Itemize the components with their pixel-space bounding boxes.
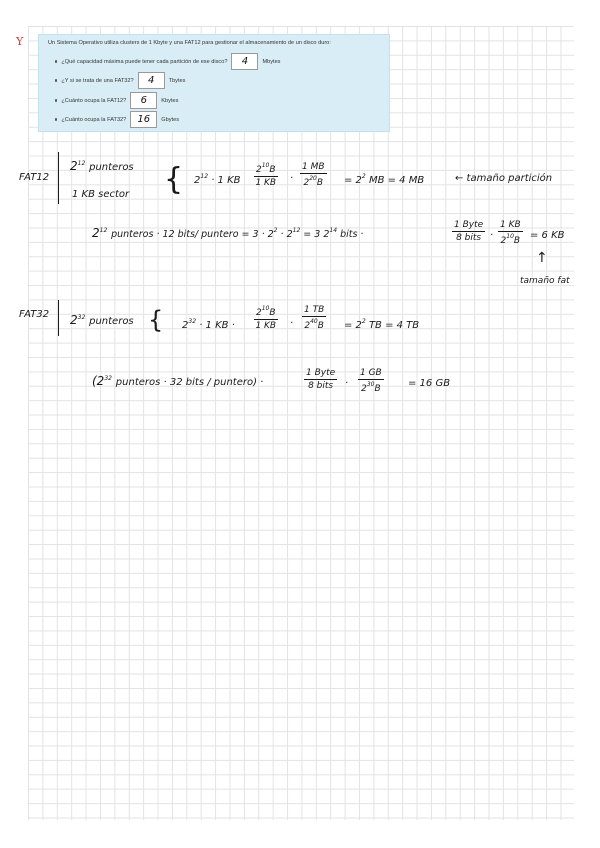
quiz-item-unit: Kbytes bbox=[161, 97, 179, 104]
quiz-item-unit: Gbytes bbox=[161, 116, 180, 123]
quiz-item-prompt: ¿Y si se trata de una FAT32? bbox=[61, 77, 134, 84]
quiz-item bbox=[55, 72, 185, 89]
bullet-icon bbox=[55, 60, 57, 62]
answer-input[interactable]: 4 bbox=[231, 53, 258, 70]
quiz-box bbox=[38, 34, 390, 132]
fat32-dot: · bbox=[290, 318, 294, 329]
fat32-dot-2: · bbox=[345, 378, 349, 389]
fat12-partition-note: ← tamaño partición bbox=[455, 173, 553, 184]
fat12-term: $2^{12} \cdot 1$ KB bbox=[194, 173, 241, 186]
page-margin-left bbox=[0, 0, 28, 848]
fat32-size-result: = 16 GB bbox=[408, 378, 451, 389]
fat12-brace: { bbox=[164, 162, 184, 197]
answer-input[interactable]: 6 bbox=[130, 92, 157, 109]
fat32-label: FAT32 bbox=[19, 309, 50, 320]
fat12-size-line: $2^{12}$ punteros · 12 bits/ puntero = $3 \cdot 2^2 \cdot 2^{12} = 3$ $2^{14}$ bits · bbox=[92, 226, 364, 240]
quiz-item bbox=[55, 111, 179, 128]
fat12-fraction-1: $\frac{2^{10}B}{1 KB}$ bbox=[255, 162, 277, 188]
fat32-pointers: $2^{32}$ punteros bbox=[70, 313, 134, 327]
answer-input[interactable]: 4 bbox=[138, 72, 165, 89]
fat32-fraction-4: $\frac{1 GB}{2^{30}B}$ bbox=[360, 368, 382, 394]
bullet-icon bbox=[55, 118, 57, 120]
fat12-fraction-2: $\frac{1 MB}{2^{20}B}$ bbox=[302, 162, 325, 188]
fat12-pointers: $2^{12}$ punteros bbox=[70, 159, 134, 173]
fat32-size-line: ($2^{32}$ punteros · 32 bits / puntero) · bbox=[92, 374, 264, 388]
quiz-question: Un Sistema Operativo utiliza clusters de 1 Kbyte y una FAT12 para gestionar el almacenamiento de un disco duro: bbox=[48, 40, 331, 46]
fat12-dot-2: · bbox=[490, 230, 494, 241]
fat32-fraction-3: 1 Byte 8 bits bbox=[306, 368, 336, 391]
quiz-item bbox=[55, 92, 178, 109]
fat32-fraction-2: $\frac{1 TB}{2^{40}B}$ bbox=[304, 305, 325, 331]
fat32-fraction-1: $\frac{2^{10}B}{1 KB}$ bbox=[255, 305, 277, 331]
margin-mark: Y bbox=[16, 35, 24, 48]
fat32-divider bbox=[58, 300, 59, 336]
bullet-icon bbox=[55, 99, 57, 101]
fat32-brace: { bbox=[148, 306, 164, 334]
fat32-result: = $2^2$ TB = 4 TB bbox=[344, 318, 420, 331]
page-margin-bottom bbox=[0, 820, 600, 848]
fat12-fraction-3: 1 Byte 8 bits bbox=[454, 220, 484, 243]
page-margin-top bbox=[0, 0, 600, 26]
fat12-result: = $2^2$ MB = 4 MB bbox=[344, 173, 425, 186]
quiz-item-unit: Tbytes bbox=[168, 77, 186, 84]
answer-input[interactable]: 16 bbox=[130, 111, 157, 128]
fat12-size-result: = 6 KB bbox=[530, 230, 565, 241]
quiz-item-prompt: ¿Cuánto ocupa la FAT32? bbox=[61, 116, 127, 123]
fat12-label: FAT12 bbox=[19, 172, 50, 183]
fat12-fraction-4: $\frac{1 KB}{2^{10}B}$ bbox=[500, 220, 521, 246]
quiz-item-prompt: ¿Qué capacidad máxima puede tener cada partición de ese disco? bbox=[61, 58, 228, 65]
quiz-item bbox=[55, 53, 280, 70]
quiz-item-prompt: ¿Cuánto ocupa la FAT12? bbox=[61, 97, 127, 104]
bullet-icon bbox=[55, 79, 57, 81]
up-arrow-icon: ↑ bbox=[536, 250, 548, 266]
fat12-dot: · bbox=[290, 173, 294, 184]
quiz-item-unit: Mbytes bbox=[262, 58, 281, 65]
fat32-term: $2^{32} \cdot 1$ KB · bbox=[182, 318, 235, 331]
fat12-divider bbox=[58, 152, 59, 204]
page-margin-right bbox=[574, 0, 600, 848]
fat12-size-note: tamaño fat bbox=[520, 276, 570, 286]
fat12-sector: 1 KB sector bbox=[72, 189, 130, 200]
